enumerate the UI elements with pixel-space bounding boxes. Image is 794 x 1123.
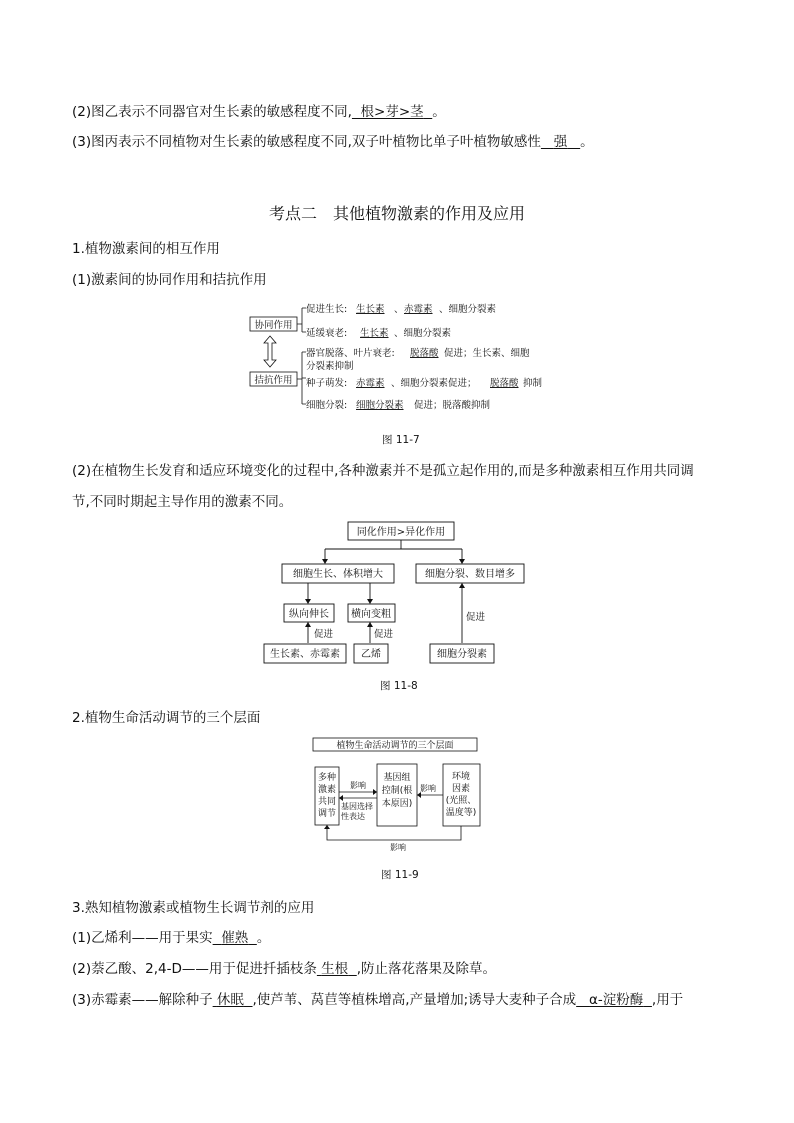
svg-text:促进: 促进 <box>314 629 334 640</box>
double-arrow-icon <box>264 336 276 367</box>
svg-text:促进: 促进 <box>466 612 486 623</box>
heading-3: 3.熟知植物激素或植物生长调节剂的应用 <box>72 900 315 916</box>
heading-1: 1.植物激素间的相互作用 <box>72 241 220 257</box>
svg-text:种子萌发:: 种子萌发: <box>306 378 348 389</box>
svg-text:本原因): 本原因) <box>381 799 413 809</box>
svg-text:细胞分裂:: 细胞分裂: <box>306 400 348 411</box>
svg-text:基因选择: 基因选择 <box>341 802 373 811</box>
svg-text:性表达: 性表达 <box>341 812 365 821</box>
figure-11-8 <box>260 519 540 667</box>
svg-text:调节: 调节 <box>317 809 337 819</box>
svg-text:、细胞分裂素促进；: 、细胞分裂素促进； <box>391 378 477 389</box>
svg-text:促进: 促进 <box>374 629 394 640</box>
box-antagonism: 拮抗作用 <box>254 375 293 386</box>
paragraph-1-2-line1: (2)在植物生长发育和适应环境变化的过程中,各种激素并不是孤立起作用的,而是多种激素相互作用共同调 <box>72 463 694 479</box>
caption-11-9: 图 11-9 <box>381 869 419 881</box>
figure-11-9 <box>310 736 486 854</box>
box-elongation: 纵向伸长 <box>289 609 329 620</box>
svg-text:抑制: 抑制 <box>523 378 543 389</box>
svg-text:因素: 因素 <box>451 784 471 794</box>
svg-text:脱落酸: 脱落酸 <box>490 378 519 389</box>
answer-blank: α-淀粉酶 <box>589 992 644 1008</box>
svg-text:基因组: 基因组 <box>383 773 411 783</box>
svg-text:分裂素抑制: 分裂素抑制 <box>306 361 354 372</box>
svg-text:控制(根: 控制(根 <box>381 786 413 796</box>
section-title: 考点二 其他植物激素的作用及应用 <box>268 204 525 223</box>
svg-text:影响: 影响 <box>350 781 366 790</box>
answer-blank: 强 <box>553 134 568 150</box>
answer-blank: 催熟 <box>221 930 249 946</box>
svg-text:生长素: 生长素 <box>356 304 385 315</box>
paragraph-1-2-line2: 节,不同时期起主导作用的激素不同。 <box>72 494 293 510</box>
box-cytokinin: 细胞分裂素 <box>437 649 487 660</box>
figure-11-7 <box>246 300 556 418</box>
svg-text:、: 、 <box>394 304 404 315</box>
svg-text:影响: 影响 <box>420 784 436 793</box>
box-ethylene: 乙烯 <box>361 649 381 660</box>
svg-text:赤霉素: 赤霉素 <box>356 378 385 389</box>
paragraph-2: (2)图乙表示不同器官对生长素的敏感程度不同, 根>芽>茎 。 <box>72 104 446 120</box>
svg-text:共同: 共同 <box>317 797 337 807</box>
box-cell-growth: 细胞生长、体积增大 <box>293 569 383 580</box>
answer-blank: 根>芽>茎 <box>360 104 424 120</box>
svg-text:延缓衰老:: 延缓衰老: <box>306 328 348 339</box>
svg-text:促进；生长素、细胞: 促进；生长素、细胞 <box>444 348 530 359</box>
box-assimilation: 同化作用>异化作用 <box>356 527 446 538</box>
box-thickening: 横向变粗 <box>351 609 391 620</box>
svg-text:(光照、: (光照、 <box>445 796 477 806</box>
box-auxin-gibberellin: 生长素、赤霉素 <box>270 649 340 660</box>
svg-text:环境: 环境 <box>451 772 471 782</box>
svg-text:赤霉素: 赤霉素 <box>404 304 433 315</box>
caption-11-8: 图 11-8 <box>380 680 418 692</box>
box-cell-division: 细胞分裂、数目增多 <box>425 569 515 580</box>
fig9-title: 植物生命活动调节的三个层面 <box>336 741 454 751</box>
application-3: (3)赤霉素——解除种子 休眠 ,使芦苇、莴苣等植株增高,产量增加;诱导大麦种子合成 α-淀粉酶 ,用于 <box>72 992 684 1008</box>
application-2: (2)萘乙酸、2,4-D——用于促进扦插枝条 生根 ,防止落花落果及除草。 <box>72 961 497 977</box>
svg-text:细胞分裂素: 细胞分裂素 <box>356 400 404 411</box>
heading-2: 2.植物生命活动调节的三个层面 <box>72 710 261 726</box>
svg-text:器官脱落、叶片衰老:: 器官脱落、叶片衰老: <box>306 348 395 359</box>
application-1: (1)乙烯利——用于果实 催熟 。 <box>72 930 271 946</box>
answer-blank: 生根 <box>321 961 349 977</box>
paragraph-3: (3)图丙表示不同植物对生长素的敏感程度不同,双子叶植物比单子叶植物敏感性 强 。 <box>72 134 594 150</box>
svg-text:生长素: 生长素 <box>360 328 389 339</box>
svg-text:多种: 多种 <box>317 773 337 783</box>
heading-1-sub-1: (1)激素间的协同作用和拮抗作用 <box>72 272 267 288</box>
svg-text:促进；脱落酸抑制: 促进；脱落酸抑制 <box>414 400 491 411</box>
svg-text:温度等): 温度等) <box>445 808 477 818</box>
answer-blank: 休眠 <box>216 992 244 1008</box>
svg-text:影响: 影响 <box>390 843 406 852</box>
svg-text:激素: 激素 <box>317 785 337 795</box>
box-synergy: 协同作用 <box>254 320 293 331</box>
svg-text:促进生长:: 促进生长: <box>306 304 348 315</box>
svg-text:脱落酸: 脱落酸 <box>410 348 439 359</box>
caption-11-7: 图 11-7 <box>382 434 420 446</box>
svg-text:、细胞分裂素: 、细胞分裂素 <box>439 304 497 315</box>
svg-text:、细胞分裂素: 、细胞分裂素 <box>394 328 452 339</box>
